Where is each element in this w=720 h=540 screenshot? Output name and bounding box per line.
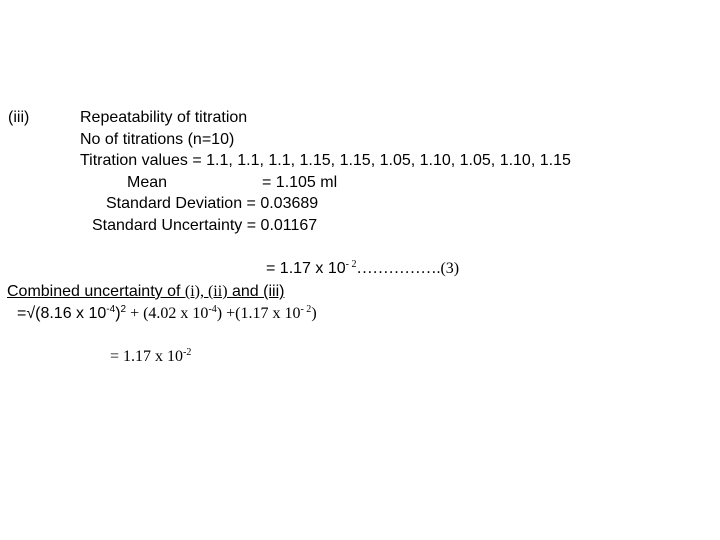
- formula-square: 2: [120, 304, 127, 315]
- formula-exp-2: -4: [208, 304, 217, 315]
- titration-values: Titration values = 1.1, 1.1, 1.1, 1.15, 1.15, 1.05, 1.10, 1.05, 1.10, 1.15: [80, 152, 571, 169]
- combined-heading-iii: (iii): [263, 283, 285, 300]
- standard-deviation: Standard Deviation = 0.03689: [106, 195, 319, 212]
- result-3-suffix: …………….(3): [356, 260, 460, 277]
- mean-label: Mean: [127, 174, 168, 191]
- result-3-exponent: - 2: [345, 259, 357, 270]
- combined-heading-i-ii: (i), (ii): [184, 283, 228, 300]
- formula-exp-3: - 2: [300, 304, 312, 315]
- result-3-prefix: = 1.17 x 10: [266, 260, 346, 277]
- combined-result-exponent: -2: [183, 347, 192, 358]
- formula-exp-1: -4: [106, 304, 116, 315]
- combined-result-prefix: = 1.17 x 10: [110, 348, 184, 365]
- combined-heading-and: and: [227, 283, 264, 300]
- formula-mid-1: ): [115, 305, 121, 322]
- combined-formula: [17, 304, 317, 324]
- combined-heading: [7, 282, 284, 302]
- formula-mid-3: ) +(1.17 x 10: [216, 305, 301, 322]
- standard-uncertainty: Standard Uncertainty = 0.01167: [92, 217, 318, 234]
- combined-result: [110, 347, 191, 367]
- section-title: Repeatability of titration: [80, 109, 248, 126]
- formula-pre: =√(8.16 x 10: [17, 305, 107, 322]
- formula-end: ): [311, 305, 317, 322]
- formula-mid-2: + (4.02 x 10: [126, 305, 209, 322]
- uncertainty-result-3: [266, 259, 459, 279]
- mean-value: = 1.105 ml: [262, 174, 338, 191]
- section-label: (iii): [8, 109, 30, 126]
- titration-count: No of titrations (n=10): [80, 131, 235, 148]
- combined-heading-pre: Combined uncertainty of: [7, 283, 185, 300]
